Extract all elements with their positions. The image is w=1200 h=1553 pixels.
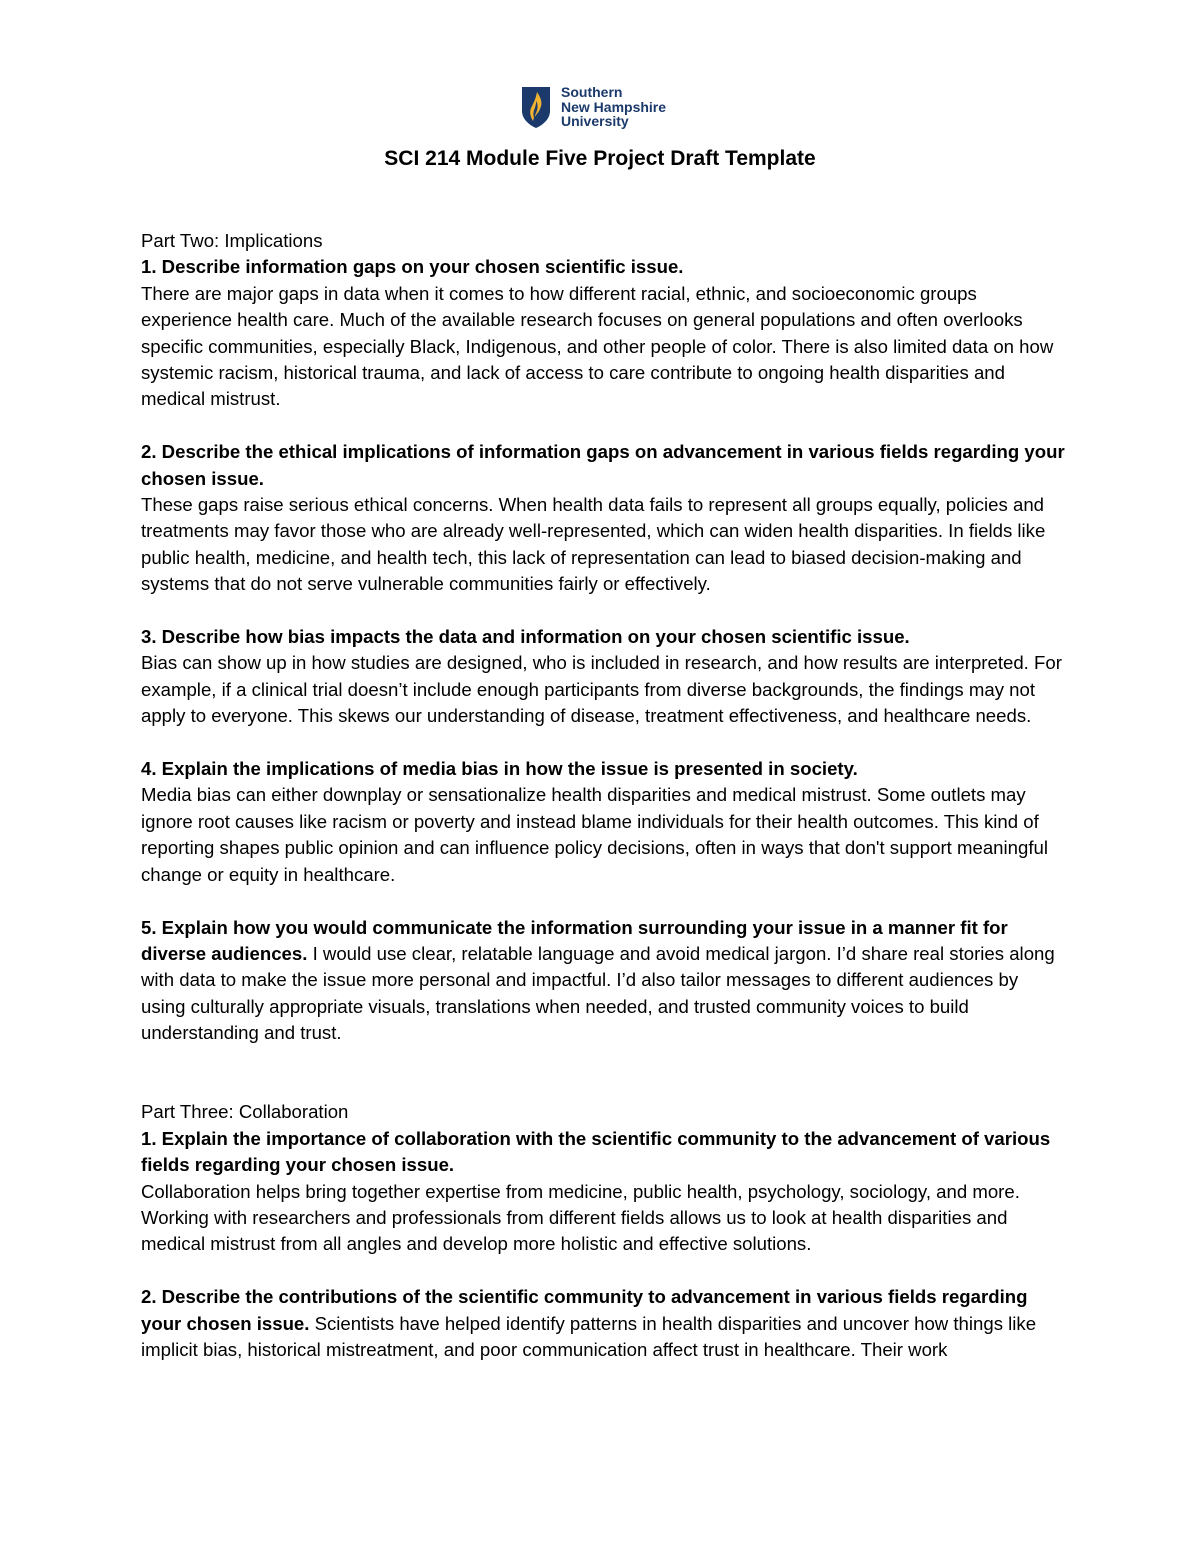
answer-text: I would use clear, relatable language and avoid medical jargon. I’d share real stories along with data to make the issue more personal and impactful. I’d also tailor messages to different audiences by using culturally appropriate visuals, translations when needed, and trusted community voices to build understanding and trust. xyxy=(141,942,1055,1044)
question-text: 1. Explain the importance of collaboration with the scientific community to the advancement of various fields regarding your chosen issue. xyxy=(141,1127,1051,1176)
university-logo xyxy=(521,85,666,129)
part-two-q3 xyxy=(141,624,1066,650)
part-two-q4 xyxy=(141,756,1066,782)
question-text: 4. Explain the implications of media bias in how the issue is presented in society. xyxy=(141,758,858,780)
logo-line-3: University xyxy=(561,113,629,130)
part-two-q2 xyxy=(141,439,1066,492)
part-three-heading: Part Three: Collaboration xyxy=(141,1101,349,1123)
document-body xyxy=(141,228,1066,1363)
question-text: 3. Describe how bias impacts the data and information on your chosen scientific issue. xyxy=(141,626,910,648)
question-text: 1. Describe information gaps on your chosen scientific issue. xyxy=(141,256,684,278)
logo-line-2: New Hampshire xyxy=(561,98,667,115)
part-two-q5 xyxy=(141,915,1066,1047)
part-three-q1 xyxy=(141,1126,1066,1179)
question-text: 2. Describe the ethical implications of information gaps on advancement in various fields regarding your chosen issue. xyxy=(141,441,1065,489)
logo-line-1: Southern xyxy=(561,84,623,101)
part-two-a2: These gaps raise serious ethical concerns. When health data fails to represent all groups equally, policies and treatments may favor those who are already well-represented, which can widen health disparities. In fields like public health, medicine, and health tech, this lack of representation can lead to biased decision-making and systems that do not serve vulnerable communities fairly or effectively. xyxy=(141,494,1046,595)
snhu-shield-flame-icon xyxy=(521,85,551,129)
answer-text: Scientists have helped identify patterns in health disparities and uncover how things like implicit bias, historical mistreatment, and poor communication affect trust in healthcare. Their work xyxy=(141,1312,1037,1360)
document-title: SCI 214 Module Five Project Draft Template xyxy=(384,147,816,170)
question-text: 2. Describe the contributions of the scientific community to advancement in various fields regarding your chosen issue. xyxy=(141,1286,1028,1334)
part-two-a3: Bias can show up in how studies are designed, who is included in research, and how results are interpreted. For example, if a clinical trial doesn’t include enough participants from diverse backgrounds, the findings may not apply to everyone. This skews our understanding of disease, treatment effectiveness, and healthcare needs. xyxy=(141,652,1062,727)
question-text: 5. Explain how you would communicate the information surrounding your issue in a manner fit for diverse audiences. xyxy=(141,916,1008,964)
part-two-a4: Media bias can either downplay or sensationalize health disparities and medical mistrust. Some outlets may ignore root causes like racism or poverty and instead blame individuals for their health outcomes. This kind of reporting shapes public opinion and can influence policy decisions, often in ways that don't support meaningful change or equity in healthcare. xyxy=(141,784,1048,885)
part-two-q1 xyxy=(141,254,1066,280)
part-two-a1: There are major gaps in data when it comes to how different racial, ethnic, and socioeconomic groups experience health care. Much of the available research focuses on general populations and often overlooks specific communities, especially Black, Indigenous, and other people of color. There is also limited data on how systemic racism, historical trauma, and lack of access to care contribute to ongoing health disparities and medical mistrust. xyxy=(141,282,1054,410)
part-two-heading: Part Two: Implications xyxy=(141,230,323,251)
part-three-a1: Collaboration helps bring together expertise from medicine, public health, psychology, sociology, and more. Working with researchers and professionals from different fields allows us to look at health disparities and medical mistrust from all angles and develop more holistic and effective solutions. xyxy=(141,1180,1020,1255)
part-three-q2 xyxy=(141,1284,1066,1363)
university-name xyxy=(561,85,666,129)
